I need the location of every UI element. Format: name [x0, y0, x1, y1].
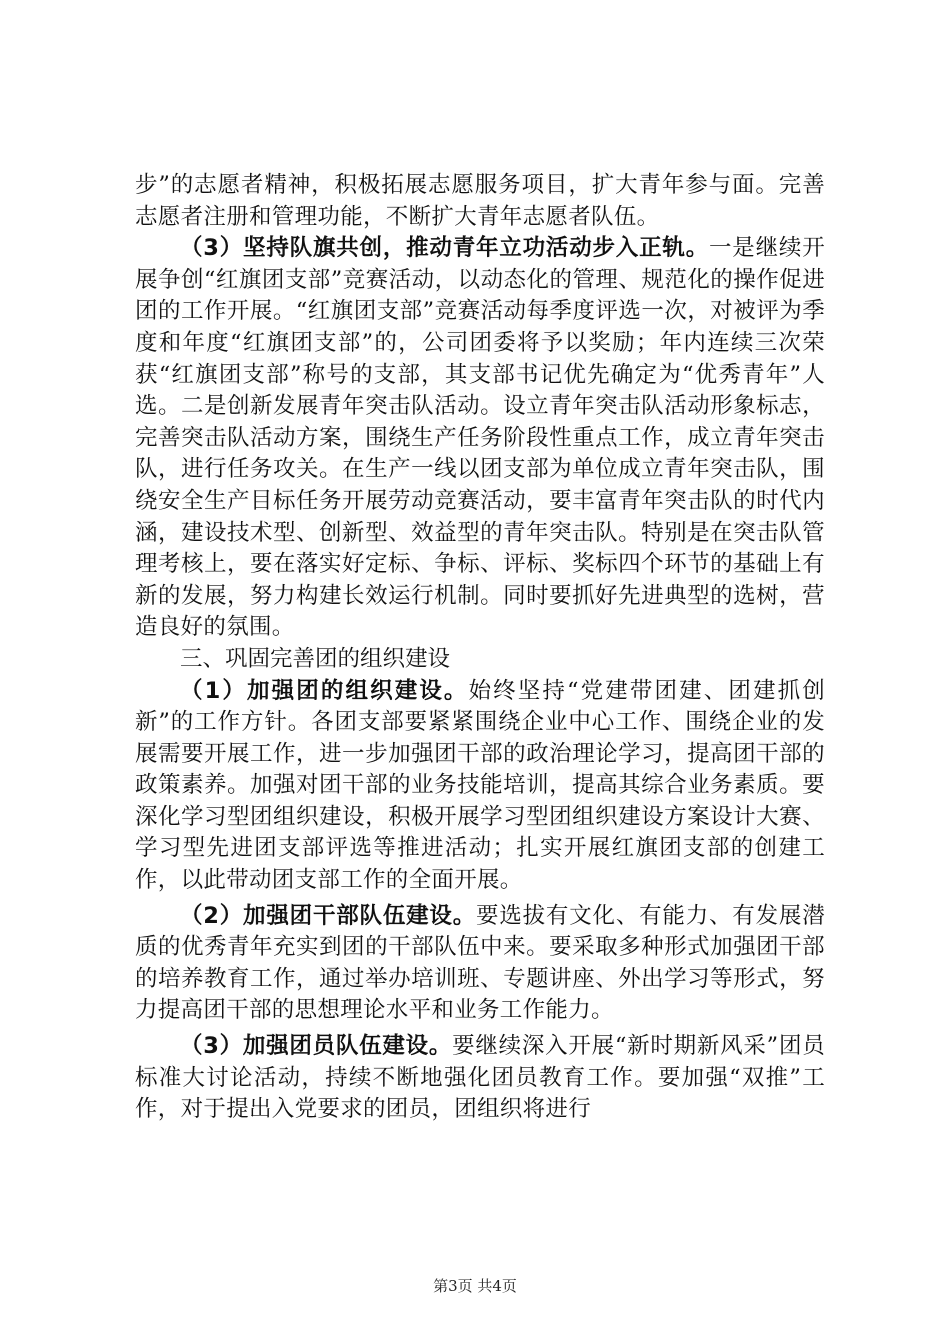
paragraph-member-building [135, 1031, 825, 1126]
paragraph-org-building [135, 676, 825, 897]
paragraph-lead: （3）加强团员队伍建设。 [180, 1033, 453, 1060]
paragraph-flag-cocreation [135, 233, 825, 644]
paragraph-lead: （1）加强团的组织建设。 [180, 677, 469, 704]
paragraph-lead: （2）加强团干部队伍建设。 [180, 902, 477, 929]
page-number-label: 第3页 共4页 [433, 1277, 517, 1295]
paragraph-text: 步”的志愿者精神，积极拓展志愿服务项目，扩大青年参与面。完善志愿者注册和管理功能，不断扩大青年志愿者队伍。 [135, 172, 825, 230]
paragraph-cadre-building [135, 901, 825, 1027]
paragraph-text: 始终坚持“党建带团建、团建抓创新”的工作方针。各团支部要紧紧围绕企业中心工作、围绕企业的发展需要开展工作，进一步加强团干部的政治理论学习，提高团干部的政策素养。加强对团干部的业务技能培训，提高其综合业务素质。要深化学习型团组织建设，积极开展学习型团组织建设方案设计大赛、学习型先进团支部评选等推进活动；扎实开展红旗团支部的创建工作，以此带动团支部工作的全面开展。 [135, 677, 825, 894]
section-heading: 三、巩固完善团的组织建设 [180, 645, 451, 672]
page-footer [0, 1276, 950, 1296]
paragraph-text: 一是继续开展争创“红旗团支部”竞赛活动，以动态化的管理、规范化的操作促进团的工作开展。“红旗团支部”竞赛活动每季度评选一次，对被评为季度和年度“红旗团支部”的，公司团委将予以奖励；年内连续三次荣获“红旗团支部”称号的支部，其支部书记优先确定为“优秀青年”人选。二是创新发展青年突击队活动。设立青年突击队活动形象标志，完善突击队活动方案，围绕生产任务阶段性重点工作，成立青年突击队，进行任务攻关。在生产一线以团支部为单位成立青年突击队，围绕安全生产目标任务开展劳动竞赛活动，要丰富青年突击队的时代内涵，建设技术型、创新型、效益型的青年突击队。特别是在突击队管理考核上，要在落实好定标、争标、评标、奖标四个环节的基础上有新的发展，努力构建长效运行机制。同时要抓好先进典型的选树，营造良好的氛围。 [135, 235, 825, 641]
paragraph-lead: （3）坚持队旗共创，推动青年立功活动步入正轨。 [180, 235, 709, 262]
document-body [135, 170, 825, 1126]
paragraph-volunteer-continuation [135, 170, 825, 233]
paragraph-text: 要继续深入开展“新时期新风采”团员标准大讨论活动，持续不断地强化团员教育工作。要加强“双推”工作，对于提出入党要求的团员，团组织将进行 [135, 1033, 825, 1123]
paragraph-text: 要选拔有文化、有能力、有发展潜质的优秀青年充实到团的干部队伍中来。要采取多种形式加强团干部的培养教育工作，通过举办培训班、专题讲座、外出学习等形式，努力提高团干部的思想理论水平和业务工作能力。 [135, 902, 825, 1024]
